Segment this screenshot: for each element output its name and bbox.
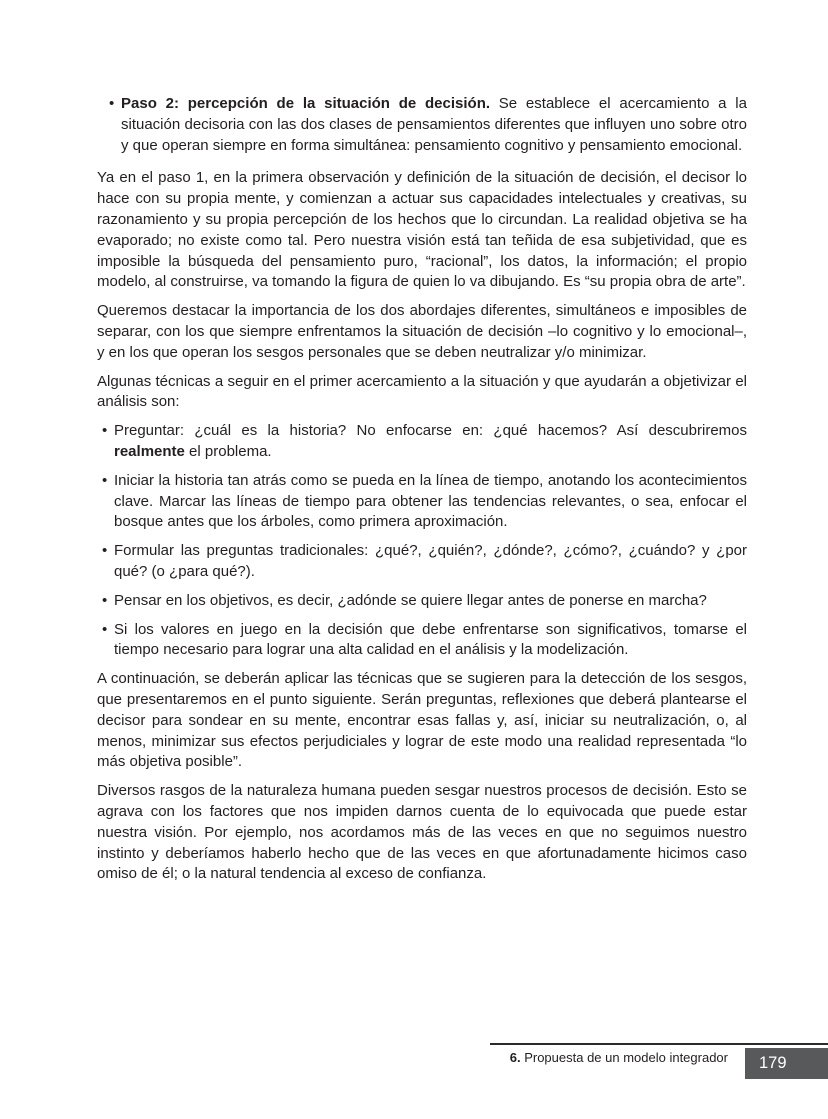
step2-text: Se establece el acercamiento a la situación decisoria con las dos clases de pensamientos diferentes que influyen uno sobre otro y que operan siempre en forma simultánea: pensamiento cognitivo y pensamiento emocional. bbox=[121, 95, 747, 154]
chapter-title: Propuesta de un modelo integrador bbox=[520, 1050, 728, 1065]
paragraph-deteccion-sesgos: A continuación, se deberán aplicar las técnicas que se sugieren para la detección de los sesgos, que presentaremos en el punto siguiente. Serán preguntas, reflexiones que deberá plantearse el decisor para sondear en su mente, encontrar esas fallas y, así, iniciar su neutralización, o, al menos, minimizar sus efectos perjudiciales y lograr de este modo una realidad representada “lo más objetiva posible”. bbox=[97, 670, 747, 771]
page-number: 179 bbox=[759, 1054, 787, 1072]
technique-item-preguntas-tradicionales: • Formular las preguntas tradicionales: ¿qué?, ¿quién?, ¿dónde?, ¿cómo?, ¿cuándo? y ¿por qué? (o ¿para qué?). bbox=[102, 542, 747, 580]
step2-title: Paso 2: percepción de la situación de decisión. bbox=[121, 95, 491, 112]
technique-item-preguntar: • Preguntar: ¿cuál es la historia? No enfocarse en: ¿qué hacemos? Así descubriremos realmente el problema. bbox=[102, 422, 747, 460]
technique-item-valores: • Si los valores en juego en la decisión que debe enfrentarse son significativos, tomarse el tiempo necesario para lograr una alta calidad en el análisis y la modelización. bbox=[102, 620, 747, 659]
step-list bbox=[97, 94, 747, 156]
bullet-icon: • bbox=[102, 620, 108, 638]
technique-item-iniciar-historia: • Iniciar la historia tan atrás como se pueda en la línea de tiempo, anotando los acontecimientos clave. Marcar las líneas de tiempo para obtener las tendencias relevantes, o sea, enfocar el bosque antes que los árboles, como primera aproximación. bbox=[102, 471, 747, 531]
bullet-icon: • bbox=[109, 95, 115, 112]
paragraph-abordajes: Queremos destacar la importancia de los dos abordajes diferentes, simultáneos e imposibles de separar, con los que siempre enfrentamos la situación de decisión –lo cognitivo y lo emocional–, y en los que operan los sesgos personales que se deben neutralizar y/o minimizar. bbox=[97, 302, 747, 361]
chapter-number: 6. bbox=[509, 1050, 521, 1065]
bullet-icon: • bbox=[102, 542, 108, 560]
bullet-icon: • bbox=[102, 471, 108, 489]
chapter-reference bbox=[510, 1045, 728, 1065]
page-footer bbox=[490, 1043, 828, 1079]
page-body-text bbox=[97, 94, 747, 893]
page-number-box bbox=[745, 1048, 828, 1079]
step2-bullet-item bbox=[97, 94, 747, 156]
bullet-icon: • bbox=[102, 422, 108, 440]
techniques-list bbox=[97, 421, 747, 661]
emphasis-realmente: realmente bbox=[114, 442, 185, 460]
technique-item-objetivos: • Pensar en los objetivos, es decir, ¿adónde se quiere llegar antes de ponerse en marcha? bbox=[97, 591, 747, 612]
paragraph-paso1: Ya en el paso 1, en la primera observación y definición de la situación de decisión, el decisor lo hace con su propia mente, y comienzan a actuar sus capacidades intelectuales y creativas, su razonamiento y su propia percepción de los hechos que lo circundan. La realidad objetiva se ha evaporado; no existe como tal. Pero nuestra visión está tan teñida de esa subjetividad, que es imposible la búsqueda del pensamiento puro, “racional”, los datos, la información; el propio modelo, al construirse, va tomando la figura de quien lo va dibujando. Es “su propia obra de arte”. bbox=[97, 169, 747, 291]
bullet-icon: • bbox=[102, 591, 108, 609]
paragraph-tecnicas-intro: Algunas técnicas a seguir en el primer acercamiento a la situación y que ayudarán a objetivizar el análisis son: bbox=[97, 372, 747, 411]
paragraph-rasgos-naturaleza: Diversos rasgos de la naturaleza humana pueden sesgar nuestros procesos de decisión. Esto se agrava con los factores que nos impiden darnos cuenta de lo equivocada que puede estar nuestra visión. Por ejemplo, nos acordamos más de las veces en que no seguimos nuestro instinto y deberíamos haberlo hecho que de las veces en que afortunadamente hicimos caso omiso de él; o la natural tendencia al exceso de confianza. bbox=[97, 782, 747, 883]
